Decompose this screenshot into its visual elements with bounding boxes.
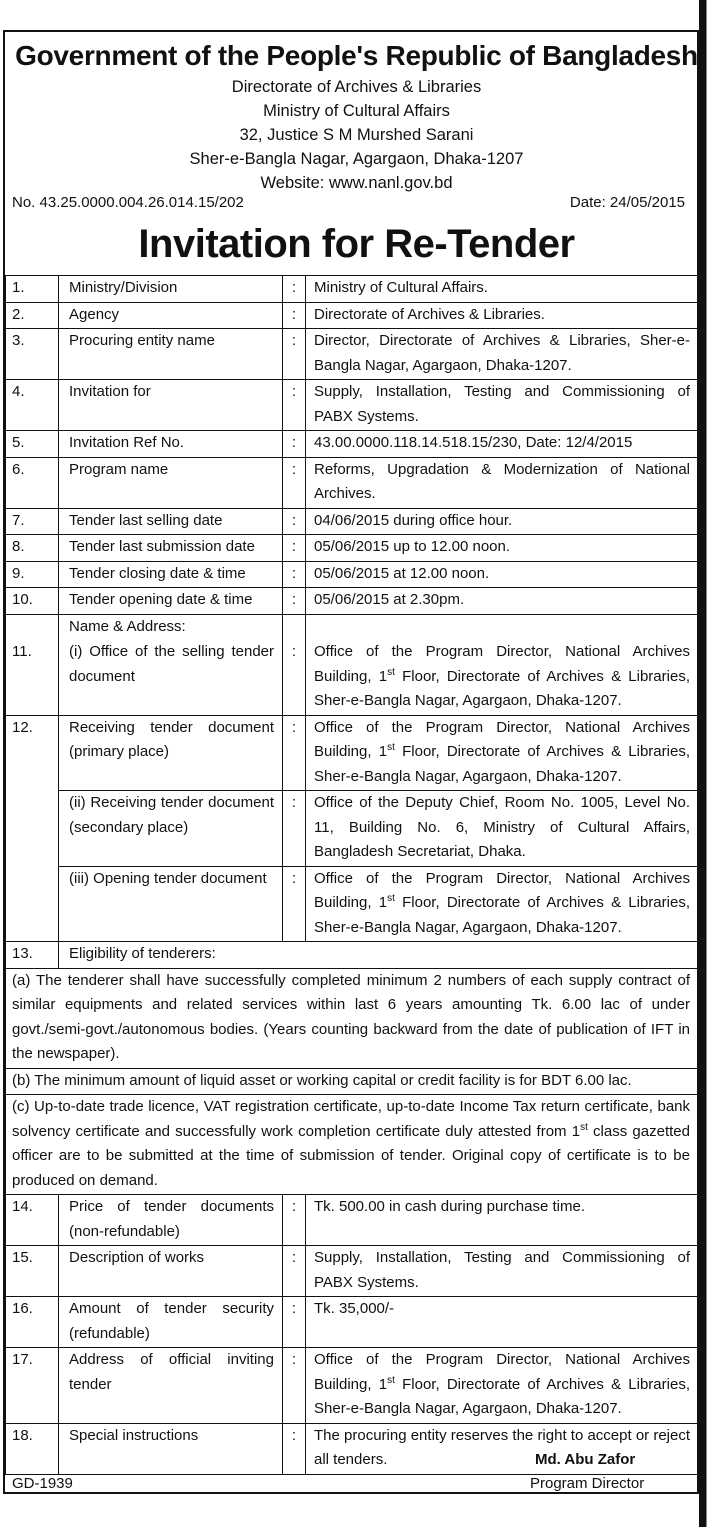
table-row: [6, 508, 699, 535]
floor-ordinal: st: [387, 742, 395, 753]
row-number: 9.: [6, 561, 59, 588]
office-address-text-rest: Floor, Directorate of Archives & Libraries, Sher-e-Bangla Nagar, Agargaon, Dhaka-1207.: [314, 743, 690, 785]
office-address-text: Office of the Program Director, National Archives Building, 1: [314, 1351, 690, 1393]
row-colon: :: [283, 715, 306, 791]
table-row: [6, 380, 699, 431]
gd-number: GD-1939: [12, 1475, 73, 1492]
row-number: 10.: [6, 588, 59, 615]
row-value: 05/06/2015 at 12.00 noon.: [306, 561, 699, 588]
row-value: Ministry of Cultural Affairs.: [306, 276, 699, 303]
row-label: Price of tender documents (non-refundable): [59, 1195, 283, 1246]
reference-number: No. 43.25.0000.004.26.014.15/202: [12, 194, 244, 211]
street-address-line: 32, Justice S M Murshed Sarani: [239, 126, 474, 144]
row-label: Tender last submission date: [59, 535, 283, 562]
directorate-line: Directorate of Archives & Libraries: [231, 78, 482, 96]
table-row: [6, 457, 699, 508]
signatory-title: Program Director: [530, 1475, 645, 1492]
table-row: [6, 1348, 699, 1424]
row-colon: :: [283, 457, 306, 508]
row-value: [306, 715, 699, 791]
row-number: 13.: [6, 942, 59, 969]
eligibility-clause: [6, 1095, 699, 1195]
row-number: 8.: [6, 535, 59, 562]
row-value: 05/06/2015 at 2.30pm.: [306, 588, 699, 615]
row-label: Receiving tender document (primary place): [59, 715, 283, 791]
row-colon: :: [283, 588, 306, 615]
row-label: Tender last selling date: [59, 508, 283, 535]
row-number: 3.: [6, 329, 59, 380]
row-number: 15.: [6, 1246, 59, 1297]
row-number: 18.: [6, 1423, 59, 1474]
table-row: [6, 942, 699, 969]
table-row: [6, 431, 699, 458]
row-colon: :: [283, 1423, 306, 1474]
table-row: [6, 1195, 699, 1246]
row-colon: :: [283, 1348, 306, 1424]
row-number: 1.: [6, 276, 59, 303]
row-number: 12.: [6, 715, 59, 942]
row-label: Eligibility of tenderers:: [59, 942, 699, 969]
clause-text-rest: class gazetted officer are to be submitted at the time of submission of tender. Original copy of certificate is to be produced on demand.: [12, 1122, 690, 1189]
row-label: Invitation Ref No.: [59, 431, 283, 458]
table-row: [6, 276, 699, 303]
row-value: The procuring entity reserves the right to accept or reject all tenders.: [306, 1423, 699, 1474]
row-label: (i) Office of the selling tender document: [59, 640, 283, 715]
row-value: Supply, Installation, Testing and Commissioning of PABX Systems.: [306, 380, 699, 431]
table-row: [6, 791, 699, 867]
row-colon: :: [283, 302, 306, 329]
row-colon: :: [283, 508, 306, 535]
floor-ordinal: st: [387, 893, 395, 904]
office-address-text-rest: Floor, Directorate of Archives & Libraries, Sher-e-Bangla Nagar, Agargaon, Dhaka-1207.: [314, 667, 690, 709]
table-row: [6, 588, 699, 615]
tender-details-table: [5, 275, 699, 1482]
row-label: Tender opening date & time: [59, 588, 283, 615]
row-number: 7.: [6, 508, 59, 535]
row-number: [6, 614, 59, 640]
row-value: 05/06/2015 up to 12.00 noon.: [306, 535, 699, 562]
clause-text: (c) Up-to-date trade licence, VAT registration certificate, up-to-date Income Tax return certificate, bank solvency certificate and successfully work completion certificate duly attested from 1: [12, 1098, 690, 1140]
row-label: (ii) Receiving tender document (secondary place): [59, 791, 283, 867]
row-colon: [283, 614, 306, 640]
signatory-name: Md. Abu Zafor: [535, 1451, 636, 1468]
row-label: Special instructions: [59, 1423, 283, 1474]
row-colon: :: [283, 791, 306, 867]
row-colon: :: [283, 1246, 306, 1297]
row-number: 14.: [6, 1195, 59, 1246]
row-colon: :: [283, 535, 306, 562]
row-number: 17.: [6, 1348, 59, 1424]
office-address-text: Office of the Program Director, National Archives Building, 1: [314, 718, 690, 760]
row-colon: :: [283, 329, 306, 380]
row-number: 16.: [6, 1297, 59, 1348]
row-value: Directorate of Archives & Libraries.: [306, 302, 699, 329]
row-value: 04/06/2015 during office hour.: [306, 508, 699, 535]
row-value: Tk. 500.00 in cash during purchase time.: [306, 1195, 699, 1246]
row-value: 43.00.0000.118.14.518.15/230, Date: 12/4/2015: [306, 431, 699, 458]
row-colon: :: [283, 1195, 306, 1246]
floor-ordinal: st: [387, 1374, 395, 1386]
name-address-label: Name & Address:: [59, 614, 283, 640]
government-title: Government of the People's Republic of Bangladesh: [15, 40, 698, 71]
table-row: [6, 1095, 699, 1195]
office-address-text: Office of the Program Director, National Archives Building, 1: [314, 643, 690, 685]
row-colon: :: [283, 866, 306, 942]
row-label: Description of works: [59, 1246, 283, 1297]
row-colon: :: [283, 380, 306, 431]
floor-ordinal: st: [387, 666, 395, 678]
row-value: Office of the Deputy Chief, Room No. 1005, Level No. 11, Building No. 6, Ministry of Cultural Affairs, Bangladesh Secretariat, Dhaka.: [306, 791, 699, 867]
row-label: Address of official inviting tender: [59, 1348, 283, 1424]
row-colon: :: [283, 276, 306, 303]
table-row: [6, 561, 699, 588]
city-address-line: Sher-e-Bangla Nagar, Agargaon, Dhaka-1207: [189, 150, 524, 168]
table-row: [6, 1297, 699, 1348]
row-number: 2.: [6, 302, 59, 329]
row-value: [306, 1348, 699, 1424]
office-address-text-rest: Floor, Directorate of Archives & Libraries, Sher-e-Bangla Nagar, Agargaon, Dhaka-1207.: [314, 894, 690, 936]
row-number: 11.: [6, 640, 59, 715]
row-value: [306, 640, 699, 715]
row-colon: :: [283, 1297, 306, 1348]
table-row: [6, 715, 699, 791]
row-value: [306, 614, 699, 640]
row-colon: :: [283, 431, 306, 458]
row-label: Procuring entity name: [59, 329, 283, 380]
row-label: Amount of tender security (refundable): [59, 1297, 283, 1348]
table-row: [6, 535, 699, 562]
table-row: [6, 614, 699, 640]
row-colon: :: [283, 640, 306, 715]
website-line: Website: www.nanl.gov.bd: [260, 174, 453, 192]
row-colon: :: [283, 561, 306, 588]
row-value: Tk. 35,000/-: [306, 1297, 699, 1348]
ministry-line: Ministry of Cultural Affairs: [263, 102, 450, 120]
office-address-text-rest: Floor, Directorate of Archives & Libraries, Sher-e-Bangla Nagar, Agargaon, Dhaka-1207.: [314, 1375, 690, 1417]
row-label: Program name: [59, 457, 283, 508]
row-value: Supply, Installation, Testing and Commissioning of PABX Systems.: [306, 1246, 699, 1297]
table-row: [6, 302, 699, 329]
office-address-text: Office of the Program Director, National Archives Building, 1: [314, 869, 690, 911]
row-number: 6.: [6, 457, 59, 508]
class-ordinal: st: [580, 1121, 588, 1133]
row-number: 5.: [6, 431, 59, 458]
table-row: [6, 866, 699, 942]
row-label: Agency: [59, 302, 283, 329]
row-label: (iii) Opening tender document: [59, 866, 283, 942]
row-label: Ministry/Division: [59, 276, 283, 303]
table-row: [6, 968, 699, 1068]
table-row: [6, 1246, 699, 1297]
row-value: Reforms, Upgradation & Modernization of National Archives.: [306, 457, 699, 508]
notice-title: Invitation for Re-Tender: [138, 222, 575, 266]
notice-date: Date: 24/05/2015: [569, 194, 685, 211]
row-label: Tender closing date & time: [59, 561, 283, 588]
table-row: [6, 640, 699, 715]
row-label: Invitation for: [59, 380, 283, 431]
eligibility-clause: (a) The tenderer shall have successfully completed minimum 2 numbers of each supply contract of similar equipments and related services within last 6 years amounting Tk. 6.00 lac of under govt./semi-govt./autonomous bodies. (Years counting backward from the date of publication of IFT in the newspaper).: [6, 968, 699, 1068]
table-row: [6, 329, 699, 380]
row-number: 4.: [6, 380, 59, 431]
table-row: [6, 1068, 699, 1095]
row-value: Director, Directorate of Archives & Libraries, Sher-e-Bangla Nagar, Agargaon, Dhaka-1207.: [306, 329, 699, 380]
eligibility-clause: (b) The minimum amount of liquid asset or working capital or credit facility is for BDT 6.00 lac.: [6, 1068, 699, 1095]
row-value: [306, 866, 699, 942]
